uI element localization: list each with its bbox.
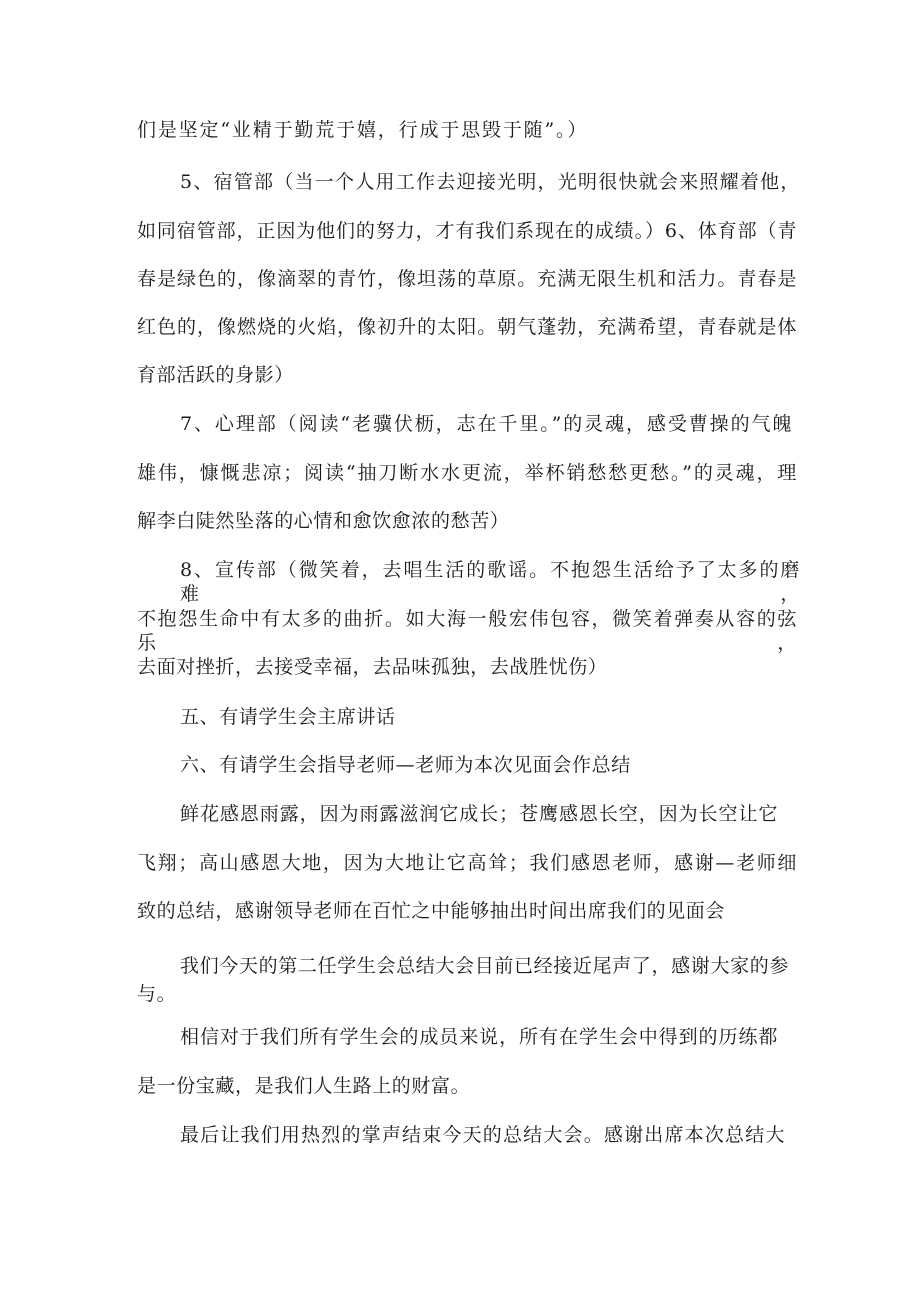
text-line-7: 7、心理部（阅读“老骥伏枥，志在千里。”的灵魂，感受曹操的气魄 <box>180 413 792 435</box>
text-line-8: 雄伟，慷慨悲凉；阅读“抽刀断水水更流，举杯销愁愁更愁。”的灵魂，理 <box>137 462 797 484</box>
text-line-11: 不抱怨生命中有太多的曲折。如大海一般宏伟包容，微笑着弹奏从容的弦乐， <box>137 608 797 654</box>
text-line-3: 如同宿管部，正因为他们的努力，才有我们系现在的成绩。）6、体育部（青 <box>137 220 797 242</box>
text-line-22: 最后让我们用热烈的掌声结束今天的总结大会。感谢出席本次总结大 <box>180 1124 785 1146</box>
text-line-5: 红色的，像燃烧的火焰，像初升的太阳。朝气蓬勃，充满希望，青春就是体 <box>137 316 797 338</box>
text-line-18: 我们今天的第二任学生会总结大会目前已经接近尾声了，感谢大家的参 <box>180 955 789 977</box>
text-line-12: 去面对挫折，去接受幸福，去品味孤独，去战胜忧伤） <box>137 656 608 678</box>
text-line-17: 致的总结，感谢领导老师在百忙之中能够抽出时间出席我们的见面会 <box>137 900 726 922</box>
text-line-15: 鲜花感恩雨露，因为雨露滋润它成长；苍鹰感恩长空，因为长空让它 <box>180 803 778 825</box>
text-line-2: 5、宿管部（当一个人用工作去迎接光明，光明很快就会来照耀着他， <box>180 171 800 193</box>
text-line-9: 解李白陡然坠落的心情和愈饮愈浓的愁苦） <box>137 510 510 532</box>
text-line-16: 飞翔；高山感恩大地，因为大地让它高耸；我们感恩老师，感谢—老师细 <box>137 852 797 874</box>
text-line-6: 育部活跃的身影） <box>137 364 294 386</box>
text-line-14: 六、有请学生会指导老师—老师为本次见面会作总结 <box>180 754 631 776</box>
text-line-13: 五、有请学生会主席讲话 <box>180 706 396 728</box>
text-line-4: 春是绿色的，像滴翠的青竹，像坦荡的草原。充满无限生机和活力。青春是 <box>137 268 797 290</box>
text-line-1: 们是坚定“业精于勤荒于嬉，行成于思毁于随”。） <box>137 119 587 141</box>
text-line-20: 相信对于我们所有学生会的成员来说，所有在学生会中得到的历练都 <box>180 1026 778 1048</box>
text-line-21: 是一份宝藏，是我们人生路上的财富。 <box>137 1075 471 1097</box>
text-line-19: 与。 <box>137 983 177 1005</box>
text-line-10: 8、宣传部（微笑着，去唱生活的歌谣。不抱怨生活给予了太多的磨难， <box>180 559 800 605</box>
